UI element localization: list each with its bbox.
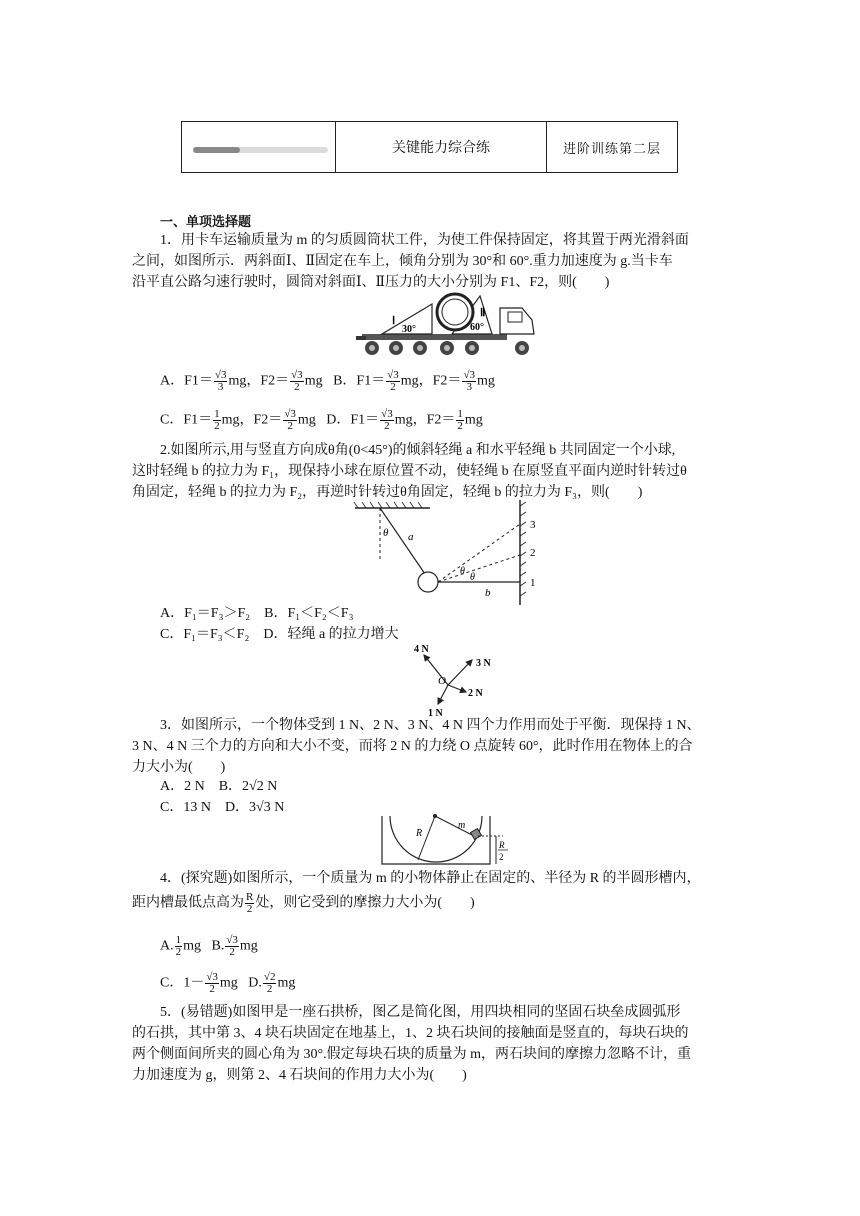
fig2-rope-b: b [485,587,491,599]
fig2-point-3: 3 [530,519,536,531]
q1-options-cd: C．F1＝ $\frac{1}{2}$ mg，F2＝ $\frac{√3}{2}$ mg D．F1＝ $\frac{√3}{2}$ mg，F2＝ $\frac{1}{2}$ mg [160,408,483,432]
q5-line-1: 5．(易错题)如图甲是一座石拱桥，图乙是简化图，用四块相同的坚固石块垒成圆弧形 [160,1005,681,1020]
q3-line-2: 3 N、4 N 三个力的方向和大小不变，而将 2 N 的力绕 O 点旋转 60°，此时作用在物体上的合 [132,739,693,754]
truck-figure [352,290,542,362]
progress-fill [193,147,240,153]
q5-line-3: 两个侧面间所夹的圆心角为 30°.假定每块石块的质量为 m，两石块间的摩擦力忽略不计，重 [132,1047,691,1062]
q4-options-cd: C．1－ $\frac{√3}{2}$ mg D. $\frac{√2}{2}$ mg [160,971,296,995]
q1-options-ab: A．F1＝ $\frac{√3}{3}$ mg，F2＝ $\frac{√3}{2}$ mg B．F1＝ $\frac{√3}{2}$ mg，F2＝ $\frac{√3}{3}$ mg [160,369,495,393]
fig3-force-3n: 3 N [476,658,491,669]
fig4-height-den: 2 [499,852,504,862]
fig3-force-1n: 1 N [428,708,443,718]
header-progress-cell [182,122,336,172]
fig1-angle-1: 30° [402,324,416,335]
q2-line-2: 这时轻绳 b 的拉力为 F₁，现保持小球在原位置不动，使轻绳 b 在原竖直平面内逆时针转过θ [132,464,687,479]
force-figure [410,640,520,718]
q4-options-ab: A. $\frac{1}{2}$ mg B. $\frac{√3}{2}$ mg [160,934,258,958]
q5-line-4: 力加速度为 g，则第 2、4 石块间的作用力大小为( ) [132,1068,467,1083]
fig3-origin: O [438,675,446,687]
q3-line-3: 力大小为( ) [132,760,226,775]
bowl-figure [378,814,513,868]
q2-line-3: 角固定，轻绳 b 的拉力为 F₂，再逆时针转过θ角固定，轻绳 b 的拉力为 F₃，则( ) [132,485,643,500]
q3-options-cd: C．13 N D．3√3 N [160,800,285,815]
q2-options-ab: A．F₁＝F₃＞F₂ B．F₁＜F₂＜F₃ [160,606,354,621]
fig1-label-2: Ⅱ [480,307,486,319]
fig4-mass: m [458,820,466,831]
q2-options-cd: C．F₁＝F₃＜F₂ D．轻绳 a 的拉力增大 [160,627,399,642]
progress-bar [193,147,328,153]
fig4-height-num: R [499,840,505,850]
q3-options-ab: A．2 N B．2√2 N [160,779,278,794]
q1-line-1: 1．用卡车运输质量为 m 的匀质圆筒状工件，为使工件保持固定，将其置于两光滑斜面 [160,233,689,248]
fig2-theta-3: θ [470,572,475,583]
fig1-angle-2: 60° [470,322,484,333]
fig2-point-2: 2 [530,547,536,559]
header-table [181,121,678,173]
q1-line-2: 之间，如图所示．两斜面Ⅰ、Ⅱ固定在车上，倾角分别为 30°和 60°.重力加速度为 g.当卡车 [132,254,673,269]
fig2-theta-1: θ [383,527,389,539]
section-title: 一、单项选择题 [160,215,252,230]
fig3-force-4n: 4 N [414,644,429,655]
fig2-point-1: 1 [530,577,536,589]
header-subtitle: 进阶训练第二层 [562,141,661,157]
q3-line-1: 3．如图所示，一个物体受到 1 N、2 N、3 N、4 N 四个力作用而处于平衡．现保持 1 N、 [160,718,701,733]
fig1-label-1: Ⅰ [392,315,396,327]
fig2-theta-2: θ [460,566,465,577]
q1-line-3: 沿平直公路匀速行驶时，圆筒对斜面Ⅰ、Ⅱ压力的大小分别为 F1、F2，则( ) [132,275,610,290]
q4-line-1: 4．(探究题)如图所示，一个质量为 m 的小物体静止在固定的、半径为 R 的半圆形槽内， [160,871,701,886]
fig3-force-2n: 2 N [468,688,483,699]
q4-line-2: 距内槽最低点高为 $\frac{R}{2}$ 处，则它受到的摩擦力大小为( ) [132,891,475,915]
rope-figure [350,500,550,610]
q5-line-2: 的石拱，其中第 3、4 块石块固定在地基上，1、2 块石块间的接触面是竖直的，每块石块的 [132,1026,689,1041]
fig2-rope-a: a [408,531,414,543]
q2-line-1: 2.如图所示,用与竖直方向成θ角(0<45°)的倾斜轻绳 a 和水平轻绳 b 共同固定一个小球, [160,443,676,458]
fig4-radius: R [416,828,423,839]
header-title: 关键能力综合练 [336,122,547,172]
